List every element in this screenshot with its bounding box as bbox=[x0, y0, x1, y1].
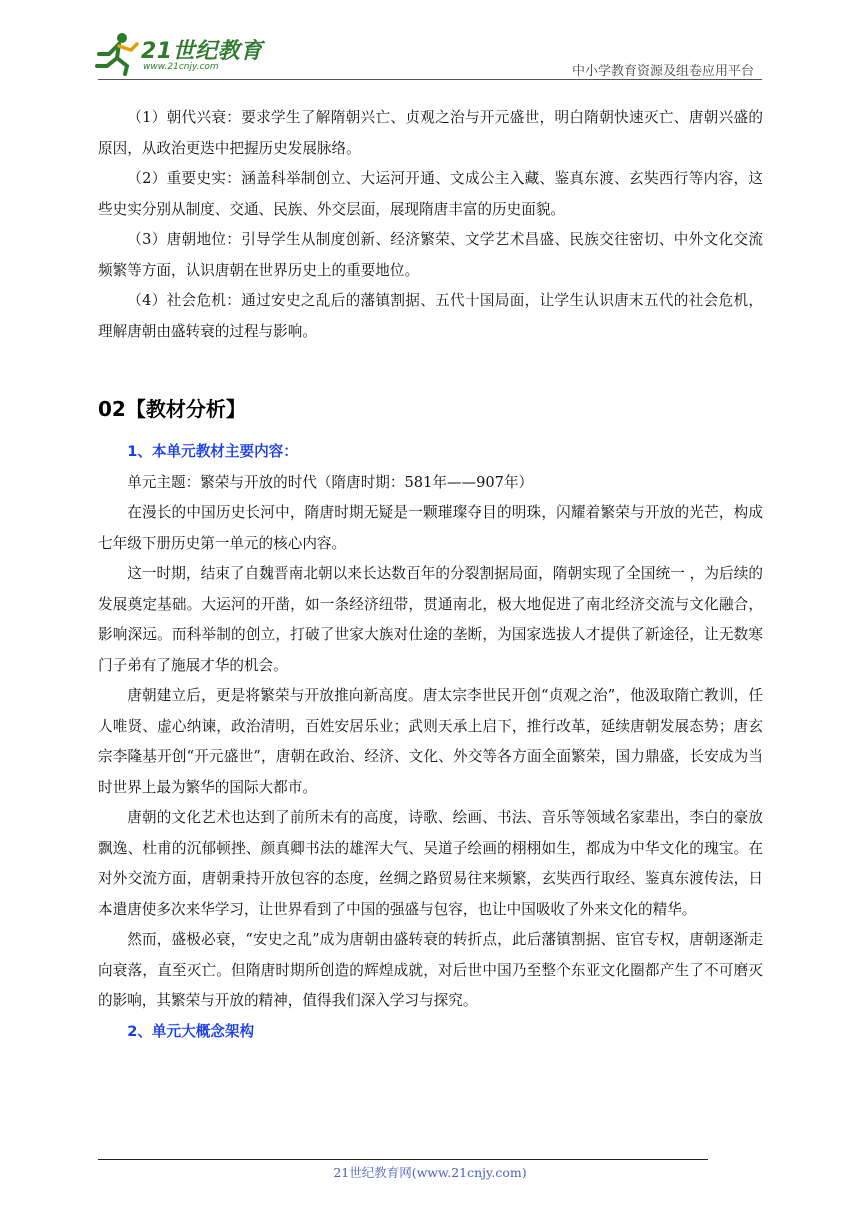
footer-divider bbox=[98, 1159, 708, 1160]
header-divider bbox=[98, 79, 762, 80]
section-title: 02【教材分析】 bbox=[98, 397, 246, 421]
analysis-paragraph-3: 唐朝建立后，更是将繁荣与开放推向新高度。唐太宗李世民开创“贞观之治”，他汲取隋亡教训，任人唯贤、虚心纳谏，政治清明，百姓安居乐业；武则天承上启下，推行改革，延续唐朝发展态势；唐玄宗李隆基开创“开元盛世”，唐朝在政治、经济、文化、外交等各方面全面繁荣，国力鼎盛，长安成为当时世界上最为繁华的国际大都市。 bbox=[98, 687, 763, 796]
runner-icon bbox=[95, 32, 141, 76]
objective-4: （4）社会危机：通过安史之乱后的藩镇割据、五代十国局面，让学生认识唐末五代的社会危机，理解唐朝由盛转衰的过程与影响。 bbox=[98, 292, 763, 340]
subheading-concept-framework: 2、单元大概念架构 bbox=[127, 1022, 255, 1040]
analysis-paragraph-1: 在漫长的中国历史长河中，隋唐时期无疑是一颗璀璨夺目的明珠，闪耀着繁荣与开放的光芒，构成七年级下册历史第一单元的核心内容。 bbox=[98, 504, 763, 552]
subheading-main-content: 1、本单元教材主要内容： bbox=[127, 443, 298, 460]
footer-link[interactable]: 21世纪教育网(www.21cnjy.com) bbox=[333, 1165, 527, 1180]
logo bbox=[95, 32, 265, 78]
unit-theme: 单元主题：繁荣与开放的时代（隋唐时期：581年——907年） bbox=[127, 473, 534, 491]
page-content bbox=[98, 103, 763, 1047]
page-header bbox=[0, 0, 860, 80]
logo-text: 21世纪教育 bbox=[141, 39, 263, 64]
analysis-paragraph-2: 这一时期，结束了自魏晋南北朝以来长达数百年的分裂割据局面，隋朝实现了全国统一 ，为后续的发展奠定基础。大运河的开凿，如一条经济纽带，贯通南北，极大地促进了南北经济交流与文化融合，影响深远。而科举制的创立，打破了世家大族对仕途的垄断，为国家选拔人才提供了新途径，让无数寒门子弟有了施展才华的机会。 bbox=[98, 565, 763, 674]
objective-1: （1）朝代兴衰：要求学生了解隋朝兴亡、贞观之治与开元盛世，明白隋朝快速灭亡、唐朝兴盛的原因，从政治更迭中把握历史发展脉络。 bbox=[98, 109, 763, 157]
logo-url: www.21cnjy.com bbox=[143, 62, 219, 72]
analysis-paragraph-5: 然而，盛极必衰，“安史之乱”成为唐朝由盛转衰的转折点，此后藩镇割据、宦官专权，唐朝逐渐走向衰落，直至灭亡。但隋唐时期所创造的辉煌成就，对后世中国乃至整个东亚文化圈都产生了不可磨灭的影响，其繁荣与开放的精神，值得我们深入学习与探究。 bbox=[98, 931, 763, 1009]
objective-3: （3）唐朝地位：引导学生从制度创新、经济繁荣、文学艺术昌盛、民族交往密切、中外文化交流频繁等方面，认识唐朝在世界历史上的重要地位。 bbox=[98, 231, 763, 279]
analysis-paragraph-4: 唐朝的文化艺术也达到了前所未有的高度，诗歌、绘画、书法、音乐等领域名家辈出，李白的豪放飘逸、杜甫的沉郁顿挫、颜真卿书法的雄浑大气、吴道子绘画的栩栩如生，都成为中华文化的瑰宝。在对外交流方面，唐朝秉持开放包容的态度，丝绸之路贸易往来频繁，玄奘西行取经、鉴真东渡传法，日本遣唐使多次来华学习，让世界看到了中国的强盛与包容，也让中国吸收了外来文化的精华。 bbox=[98, 809, 763, 918]
platform-label: 中小学教育资源及组卷应用平台 bbox=[571, 64, 754, 79]
objective-2: （2）重要史实：涵盖科举制创立、大运河开通、文成公主入藏、鉴真东渡、玄奘西行等内容，这些史实分别从制度、交通、民族、外交层面，展现隋唐丰富的历史面貌。 bbox=[98, 170, 763, 218]
